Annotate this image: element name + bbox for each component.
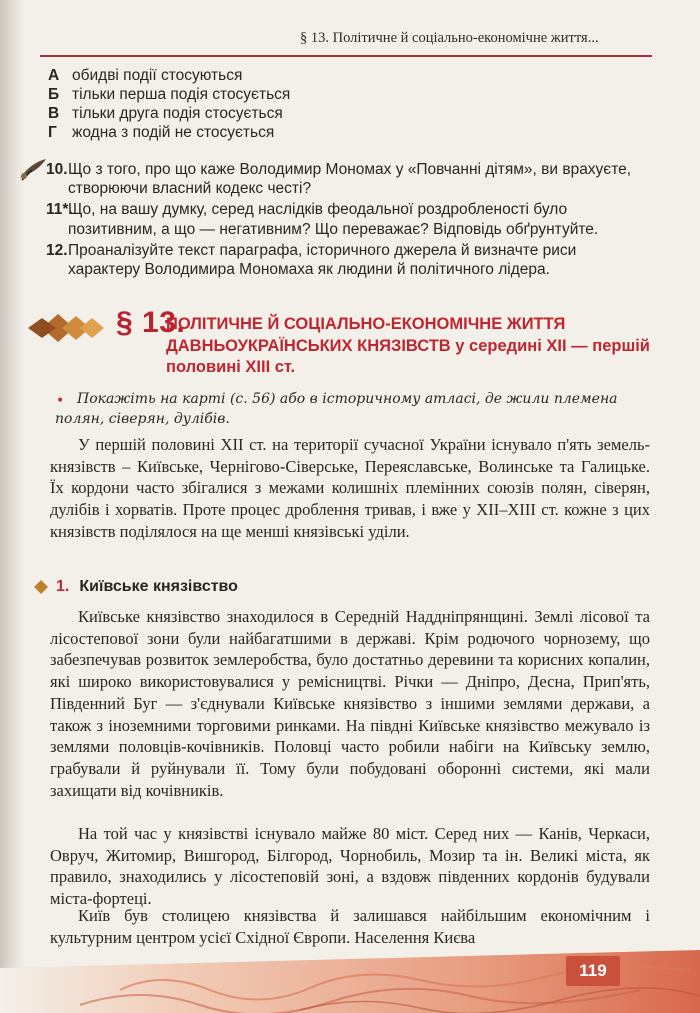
body-paragraph: На той час у князівстві існувало майже 80 міст. Серед них — Канів, Черкаси, Овруч, Житомир, Вишгород, Білгород, Чорнобиль, Мозир та ін. Великі міста, як правило, знаходились у лісостеповій зоні, а вздовж південних кордонів будували міста-фортеці.	[50, 824, 650, 909]
body-paragraph: Київ був столицею князівства й залишався найбільшим економічним і культурним центром усієї Східної Європи. Населення Києва	[50, 906, 650, 947]
body-paragraph: Київське князівство знаходилося в Середній Наддніпрянщині. Землі лісової та лісостепової зони були найбагатшими в державі. Крім родючого чорнозему, що забезпечував розвиток землеробства, було достатньо деревини та корисних копалин, які широко використовувалися у ремісництві. Річки — Дніпро, Десна, Прип'ять, Південний Буг — з'єднували Київське князівство з іншими землями держави, а також з іноземними торговими ринками. На півдні Київське князівство межувало із землями половців-кочівників. Половці часто робили набіги на Київську землю, грабували й руйнували її. Тому були побудовані оборонні системи, які мали захищати від кочівників.	[50, 607, 650, 800]
header-rule	[40, 55, 652, 57]
question-text: Що з того, про що каже Володимир Мономах у «Повчанні дітям», ви врахуєте, створюючи власний кодекс честі?	[68, 161, 632, 198]
answer-option	[48, 123, 648, 142]
option-text: тільки перша подія стосується	[72, 86, 291, 103]
section-number: § 13.	[116, 306, 186, 339]
bullet-icon: •	[56, 393, 65, 409]
section-heading	[28, 306, 668, 386]
question-text: Проаналізуйте текст параграфа, історичного джерела й визначте риси характеру Володимира Мономаха як людини й політичного лідера.	[68, 241, 577, 279]
diamond-ornament-icon	[28, 310, 106, 346]
page-gutter-shadow	[0, 0, 26, 1013]
section-title: ПОЛІТИЧНЕ Й СОЦІАЛЬНО-ЕКОНОМІЧНЕ ЖИТТЯ ДАВНЬОУКРАЇНСЬКИХ КНЯЗІВСТВ у середині XII — першій половині XIII ст.	[166, 315, 650, 376]
question-number: 11*.	[46, 201, 73, 219]
question-item	[18, 160, 648, 198]
option-letter: А	[48, 67, 60, 84]
decorative-footer-band	[0, 950, 700, 1013]
option-text: обидві події стосуються	[72, 67, 243, 84]
answer-option	[48, 66, 648, 85]
question-number: 12.	[46, 241, 68, 259]
question-item	[18, 241, 648, 279]
question-text: Що, на вашу думку, серед наслідків феодальної роздробленості було позитивним, а що — негативним? Що переважає? Відповідь обґрунтуйте.	[68, 201, 599, 238]
quill-icon	[18, 156, 48, 182]
option-letter: Б	[48, 86, 60, 103]
intro-paragraph: У першій половині XII ст. на території сучасної України існувало п'ять земель-князівств – Київське, Чернігово-Сіверське, Переяславське, Волинське та Галицьке. Їх кордони часто збігалися з межами колишніх племінних союзів полян, сіверян, дулібів і хорватів. Проте процес дроблення тривав, і вже у XII–XIII ст. кожне з цих князівств поділялося на ще менші князівські уділи.	[50, 435, 650, 541]
diamond-bullet-icon	[34, 580, 48, 594]
subsection-title: Київське князівство	[79, 578, 238, 595]
option-letter: Г	[48, 124, 57, 141]
running-header: § 13. Політичне й соціально-економічне життя...	[300, 30, 599, 46]
answer-options	[48, 66, 648, 142]
subsection-number: 1.	[56, 578, 70, 595]
map-task: Покажіть на карті (с. 56) або в історичному атласі, де жили племена полян, сіверян, дулібів.	[55, 391, 618, 427]
subsection-heading	[34, 576, 238, 598]
answer-option	[48, 85, 648, 104]
option-text: тільки друга подія стосується	[72, 105, 283, 122]
answer-option	[48, 104, 648, 123]
page-number: 119	[579, 961, 607, 980]
question-number: 10.	[46, 161, 68, 178]
option-text: жодна з подій не стосується	[72, 124, 275, 141]
question-item	[18, 200, 648, 238]
question-list	[18, 160, 648, 281]
option-letter: В	[48, 105, 60, 122]
